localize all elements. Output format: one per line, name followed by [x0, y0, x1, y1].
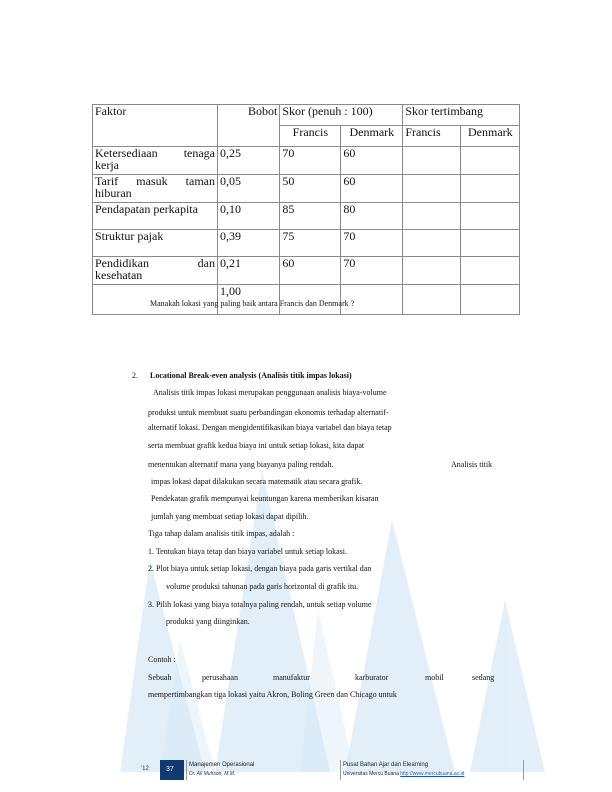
page-number-box — [160, 760, 184, 780]
university-line — [343, 771, 464, 777]
table-row — [93, 230, 520, 257]
cell-francis: 60 — [280, 257, 341, 285]
section-title: Locational Break-even analysis (Analisis titik impas lokasi) — [150, 371, 352, 380]
cell-francis-weighted — [403, 147, 461, 175]
paragraph-line: produksi untuk membuat suatu perbandingan ekonomis terhadap alternatif- — [148, 408, 389, 417]
cell-francis-weighted — [403, 203, 461, 230]
cell-faktor: Tarif masuk taman hiburan — [93, 175, 218, 203]
subheader-denmark: Denmark — [341, 126, 403, 147]
step-item-continuation: produksi yang diinginkan. — [166, 617, 250, 626]
cell-denmark-weighted — [461, 175, 520, 203]
watermark-sail-4 — [470, 600, 545, 772]
cell-bobot: 0,25 — [218, 147, 280, 175]
table-row — [93, 257, 520, 285]
cell-denmark-weighted — [461, 230, 520, 257]
paragraph-line-tail: Analisis titik — [451, 460, 493, 469]
cell-faktor: Struktur pajak — [93, 230, 218, 257]
example-word: mobil — [425, 673, 444, 682]
example-word: sedang — [472, 673, 495, 682]
course-title: Manajemen Operasional — [189, 762, 255, 768]
section-number: 2. — [132, 371, 138, 380]
steps-intro: Tiga tahap dalam analisis titik impas, adalah : — [148, 529, 295, 538]
weighted-score-table — [92, 104, 520, 315]
paragraph-line: jumlah yang membuat setiap lokasi dapat dipilih. — [151, 512, 309, 521]
paragraph-line: Pendekatan grafik mempunyai keuntungan karena memberikan kisaran — [151, 494, 379, 503]
cell-bobot: 0,39 — [218, 230, 280, 257]
cell-bobot: 0,10 — [218, 203, 280, 230]
page-footer — [0, 752, 612, 792]
header-faktor: Faktor — [93, 105, 218, 147]
cell-faktor: Pendapatan perkapita — [93, 203, 218, 230]
example-label: Contoh : — [148, 655, 176, 664]
paragraph-line: Analisis titik impas lokasi merupakan penggunaan analisis biaya-volume — [153, 388, 387, 397]
cell-empty — [403, 285, 461, 315]
cell-denmark-weighted — [461, 257, 520, 285]
footer-divider — [186, 760, 187, 780]
page-number: 37 — [166, 766, 174, 773]
step-item-continuation: volume produksi tahunan pada garis horizontal di grafik itu. — [166, 582, 359, 591]
table-row — [93, 147, 520, 175]
header-bobot: Bobot — [218, 105, 280, 147]
cell-francis-weighted — [403, 257, 461, 285]
footer-divider — [340, 760, 341, 780]
subheader-francis: Francis — [280, 126, 341, 147]
step-item: 2. Plot biaya untuk setiap lokasi, dengan biaya pada garis vertikal dan — [148, 564, 372, 573]
cell-empty — [461, 285, 520, 315]
paragraph-line: menentukan alternatif mana yang biayanya paling rendah. — [148, 460, 334, 469]
center-name: Pusat Bahan Ajar dan Elearning — [343, 762, 429, 768]
cell-francis-weighted — [403, 230, 461, 257]
cell-denmark: 80 — [341, 203, 403, 230]
cell-francis: 85 — [280, 203, 341, 230]
cell-francis: 70 — [280, 147, 341, 175]
paragraph-line: alternatif lokasi. Dengan mengidentifikasikan biaya variabel dan biaya tetap — [148, 423, 392, 432]
footer-divider — [523, 760, 524, 780]
cell-francis-weighted — [403, 175, 461, 203]
footer-code: '12 — [141, 766, 149, 772]
example-word: Sebuah — [148, 673, 172, 682]
example-word: manufaktur — [273, 673, 310, 682]
cell-denmark-weighted — [461, 147, 520, 175]
cell-denmark-weighted — [461, 203, 520, 230]
cell-faktor: Ketersediaan tenaga kerja — [93, 147, 218, 175]
author-name: Dr. Ali Muhson, M.M. — [189, 771, 236, 777]
subheader-francis-weighted: Francis — [403, 126, 461, 147]
example-word: perusahaan — [202, 673, 238, 682]
cell-denmark: 70 — [341, 230, 403, 257]
university-url-link[interactable]: http://www.mercubuana.ac.id — [400, 771, 465, 777]
table-row — [93, 175, 520, 203]
cell-faktor: Pendidikan dan kesehatan — [93, 257, 218, 285]
watermark-sail-3 — [345, 520, 455, 772]
cell-francis: 75 — [280, 230, 341, 257]
table-header-row — [93, 105, 520, 126]
subheader-denmark-weighted: Denmark — [461, 126, 520, 147]
cell-total-bobot: 1,00 — [218, 285, 280, 315]
example-line: mempertimbangkan tiga lokasi yaitu Akron, Boling Green dan Chicago untuk — [148, 690, 397, 699]
cell-bobot: 0,05 — [218, 175, 280, 203]
university-name: Universitas Mercu Buana — [343, 771, 399, 777]
step-item: 3. Pilih lokasi yang biaya totalnya paling rendah, untuk setiap volume — [148, 600, 372, 609]
cell-denmark: 60 — [341, 147, 403, 175]
table-row — [93, 203, 520, 230]
cell-denmark: 70 — [341, 257, 403, 285]
cell-francis: 50 — [280, 175, 341, 203]
step-item: 1. Tentukan biaya tetap dan biaya variabel untuk setiap lokasi. — [148, 547, 348, 556]
header-skor: Skor (penuh : 100) — [280, 105, 403, 126]
header-skor-tertimbang: Skor tertimbang — [403, 105, 520, 126]
paragraph-line: impas lokasi dapat dilakukan secara matematik atau secara grafik. — [151, 477, 363, 486]
cell-bobot: 0,21 — [218, 257, 280, 285]
paragraph-line: serta membuat grafik kedua biaya ini untuk setiap lokasi, kita dapat — [148, 441, 365, 450]
cell-denmark: 60 — [341, 175, 403, 203]
example-word: karburator — [355, 673, 389, 682]
question-text: Manakah lokasi yang paling baik antara Francis dan Denmark ? — [150, 299, 355, 308]
